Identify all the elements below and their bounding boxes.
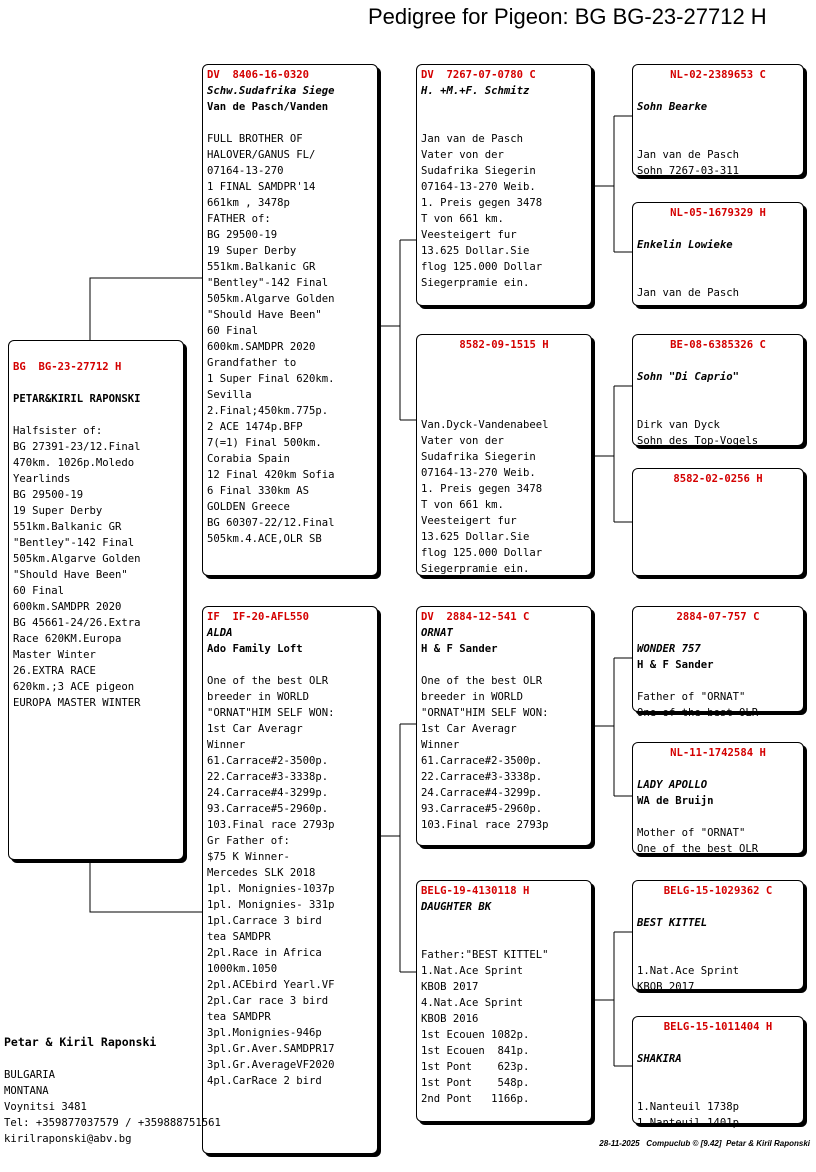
dds-card[interactable] [632, 880, 804, 993]
sire-breeder: Van de Pasch/Vanden [207, 101, 329, 113]
subject-pigeon-card[interactable] [8, 340, 184, 860]
sire-dam-ring-number: 8582-09-1515 H [459, 339, 549, 351]
dam-notes: One of the best OLR breeder in WORLD "ORNAT"HIM SELF WON: 1st Car Averagr Winner 61.Carrace#2-3500p. 22.Carrace#3-3338p. 24.Carrace#4-3299p. 93.Carrace#5-2960p. 103.Final race 2793p Gr Father of: $75 K Winner- Mercedes SLK 2018 1pl. Monignies-1037p 1pl. Monignies- 331p 1pl.Carrace 3 bird tea SAMDPR 2pl.Race in Africa 1000km.1050 2pl.ACEbird Yearl.VF 2pl.Car race 3 bird tea SAMDPR 3pl.Monignies-946p 3pl.Gr.Aver.SAMDPR17 3pl.Gr.AverageVF2020 4pl.CarRace 2 bird [207, 675, 335, 1087]
sire-sire-ring-number: DV 7267-07-0780 C [421, 69, 536, 81]
sdd-card[interactable] [632, 468, 804, 576]
dsd-notes: Mother of "ORNAT" One of the best OLR [637, 827, 759, 855]
subject-notes: Halfsister of: BG 27391-23/12.Final 470km. 1026p.Moledo Yearlinds BG 29500-19 19 Super Derby 551km.Balkanic GR "Bentley"-142 Final 505km.Algarve Golden "Should Have Been" 60 Final 600km.SAMDPR 2020 BG 45661-24/26.Extra Race 620KM.Europa Master Winter 26.EXTRA RACE 620km.;3 ACE pigeon EUROPA MASTER WINTER [13, 425, 141, 709]
dds-name: BEST KITTEL [637, 917, 708, 929]
sdd-ring-number: 8582-02-0256 H [673, 473, 763, 485]
sire-name: Schw.Sudafrika Siege [207, 85, 335, 97]
dam-ring-number: IF IF-20-AFL550 [207, 611, 310, 623]
sire-card[interactable] [202, 64, 378, 576]
dam-sire-notes: One of the best OLR breeder in WORLD "ORNAT"HIM SELF WON: 1st Car Averagr Winner 61.Carrace#2-3500p. 22.Carrace#3-3338p. 24.Carrace#4-3299p. 93.Carrace#5-2960p. 103.Final race 2793p [421, 675, 549, 831]
dds-notes: 1.Nat.Ace Sprint KBOB 2017 [637, 965, 740, 993]
dam-dam-name: DAUGHTER BK [421, 901, 492, 913]
dam-sire-breeder: H & F Sander [421, 643, 498, 655]
page-title: Pedigree for Pigeon: BG BG-23-27712 H [368, 4, 767, 29]
dss-ring-number: 2884-07-757 C [676, 611, 760, 623]
footer-credit: 28-11-2025 Compuclub © [9.42] Petar & Kiril Raponski [599, 1139, 810, 1148]
subject-breeder: PETAR&KIRIL RAPONSKI [13, 393, 141, 405]
dsd-card[interactable] [632, 742, 804, 854]
sds-card[interactable] [632, 334, 804, 446]
sss-name: Sohn Bearke [637, 101, 708, 113]
dam-sire-card[interactable] [416, 606, 592, 846]
dam-breeder: Ado Family Loft [207, 643, 303, 655]
dam-dam-card[interactable] [416, 880, 592, 1122]
sire-sire-notes: Jan van de Pasch Vater von der Sudafrika Siegerin 07164-13-270 Weib. 1. Preis gegen 3478 T von 661 km. Veesteigert fur 13.625 Dollar.Sie flog 125.000 Dollar Siegerpramie ein. [421, 133, 543, 289]
ssd-name: Enkelin Lowieke [637, 239, 733, 251]
owner-name: Petar & Kiril Raponski [4, 1035, 157, 1049]
sire-ring-number: DV 8406-16-0320 [207, 69, 310, 81]
sss-card[interactable] [632, 64, 804, 176]
dss-name: WONDER 757 [637, 643, 701, 655]
sire-dam-notes: Van.Dyck-Vandenabeel Vater von der Sudafrika Siegerin 07164-13-270 Weib. 1. Preis gegen 3478 T von 661 km. Veesteigert fur 13.625 Dollar.Sie flog 125.000 Dollar Siegerpramie ein. [421, 419, 549, 575]
dam-sire-name: ORNAT [421, 627, 453, 639]
sds-ring-number: BE-08-6385326 C [670, 339, 766, 351]
dsd-name: LADY APOLLO [637, 779, 708, 791]
sss-ring-number: NL-02-2389653 C [670, 69, 766, 81]
sire-notes: FULL BROTHER OF HALOVER/GANUS FL/ 07164-13-270 1 FINAL SAMDPR'14 661km , 3478p FATHER of: BG 29500-19 19 Super Derby 551km.Balkanic GR "Bentley"-142 Final 505km.Algarve Golden "Should Have Been" 60 Final 600km.SAMDPR 2020 Grandfather to 1 Super Final 620km. Sevilla 2.Final;450km.775p. 2 ACE 1474p.BFP 7(=1) Final 500km. Corabia Spain 12 Final 420km Sofia 6 Final 330km AS GOLDEN Greece BG 60307-22/12.Final 505km.4.ACE,OLR SB [207, 133, 335, 545]
dam-sire-ring-number: DV 2884-12-541 C [421, 611, 530, 623]
dsd-breeder: WA de Bruijn [637, 795, 714, 807]
dam-dam-notes: Father:"BEST KITTEL" 1.Nat.Ace Sprint KBOB 2017 4.Nat.Ace Sprint KBOB 2016 1st Ecouen 1082p. 1st Ecouen 841p. 1st Pont 623p. 1st Pont 548p. 2nd Pont 1166p. [421, 949, 549, 1105]
dsd-ring-number: NL-11-1742584 H [670, 747, 766, 759]
sire-dam-card[interactable] [416, 334, 592, 576]
dss-breeder: H & F Sander [637, 659, 714, 671]
ssd-notes: Jan van de Pasch [637, 287, 740, 299]
sire-sire-card[interactable] [416, 64, 592, 306]
owner-info [4, 1034, 221, 1147]
dam-name: ALDA [207, 627, 233, 639]
ddd-ring-number: BELG-15-1011404 H [663, 1021, 773, 1033]
sds-notes: Dirk van Dyck Sohn des Top-Vogels [637, 419, 759, 447]
ddd-name: SHAKIRA [637, 1053, 682, 1065]
sire-sire-name: H. +M.+F. Schmitz [421, 85, 530, 97]
subject-ring-number: BG BG-23-27712 H [13, 361, 122, 373]
sds-name: Sohn "Di Caprio" [637, 371, 740, 383]
ddd-notes: 1.Nanteuil 1738p 1.Nanteuil 1401p [637, 1101, 740, 1129]
owner-contact: BULGARIA MONTANA Voynitsi 3481 Tel: +359877037579 / +359888751561 kirilraponski@abv.bg [4, 1069, 221, 1145]
dss-notes: Father of "ORNAT" One of the best OLR [637, 691, 759, 719]
dds-ring-number: BELG-15-1029362 C [663, 885, 773, 897]
ddd-card[interactable] [632, 1016, 804, 1129]
ssd-ring-number: NL-05-1679329 H [670, 207, 766, 219]
dam-card[interactable] [202, 606, 378, 1154]
dss-card[interactable] [632, 606, 804, 719]
ssd-card[interactable] [632, 202, 804, 306]
dam-dam-ring-number: BELG-19-4130118 H [421, 885, 530, 897]
sss-notes: Jan van de Pasch Sohn 7267-03-311 [637, 149, 740, 177]
